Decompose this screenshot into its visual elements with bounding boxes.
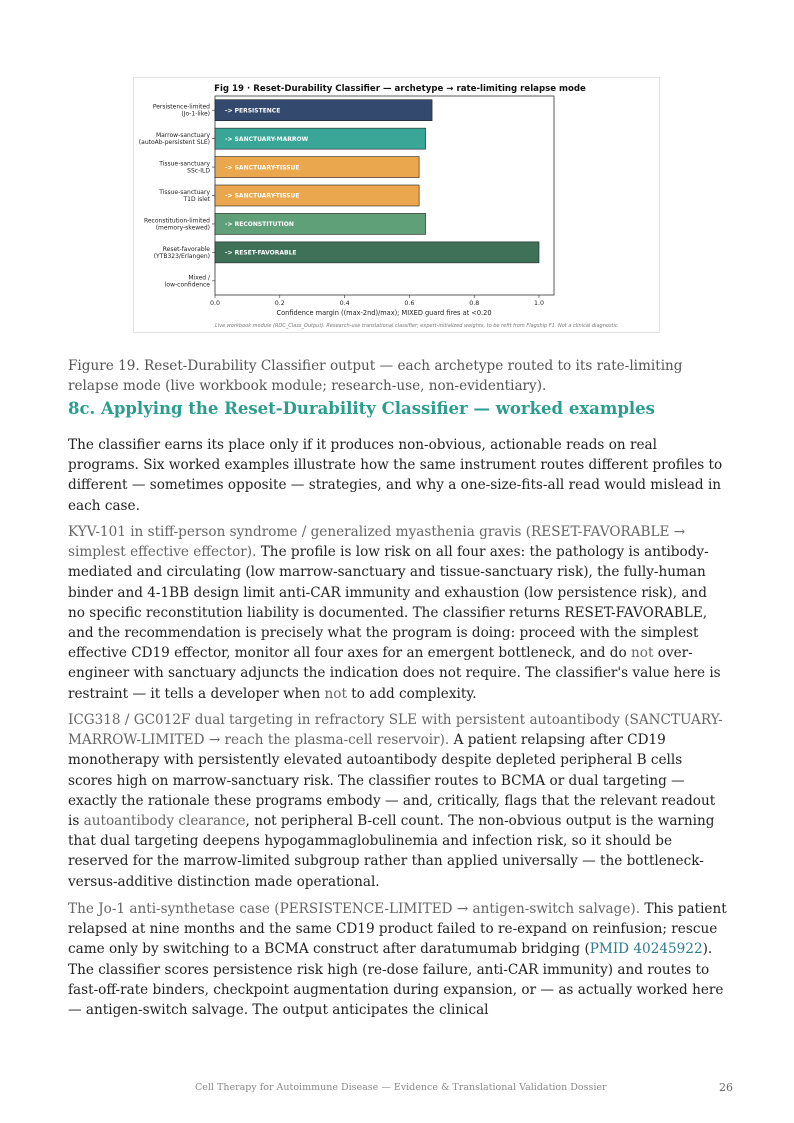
x-tick-label: 0.6 (404, 300, 415, 307)
figure-frame (133, 77, 660, 333)
section-heading: 8c. Applying the Reset-Durability Classifier — worked examples (68, 399, 655, 418)
footer-title: Cell Therapy for Autoimmune Disease — Evidence & Translational Validation Dossier (195, 1082, 607, 1093)
category-label: (YTB323/Erlangen) (153, 252, 210, 260)
category-label: Reconstitution-limited (143, 217, 210, 225)
bar-label: -> RECONSTITUTION (225, 221, 294, 229)
bar-label: -> RESET-FAVORABLE (225, 249, 297, 257)
x-tick-label: 0.0 (209, 300, 221, 307)
category-label: (Jo-1-like) (181, 110, 210, 118)
category-label: Tissue-sanctuary (159, 160, 210, 168)
example-lead: KYV-101 in stiff-person syndrome / generalized myasthenia gravis (RESET-FAVORABLE → simplest effective effector). (68, 524, 686, 561)
example-paragraph-jo1: The Jo-1 anti-synthetase case (PERSISTENCE-LIMITED → antigen-switch salvage). This patient relapsed at nine months and the same CD19 product failed to re-expand on reinfusion; rescue came only by switching to a BCMA construct after daratumumab bridging (PMID 40245922). The classifier scores persistence risk high (re-dose failure, anti-CAR immunity) and routes to fast-off-rate binders, checkpoint augmentation during expansion, or — as actually worked here — antigen-switch salvage. The output anticipates the clinical (68, 901, 727, 1019)
category-label: Marrow-sanctuary (155, 132, 210, 140)
intro-paragraph: The classifier earns its place only if it produces non-obvious, actionable reads on real programs. Six worked examples illustrate how the same instrument routes different profiles to different — sometimes opposite — strategies, and why a one-size-fits-all read would mislead in each case. (68, 437, 723, 514)
bar-chart (134, 78, 661, 334)
category-label: Reset-favorable (162, 245, 210, 253)
example-lead: The Jo-1 anti-synthetase case (PERSISTENCE-LIMITED → antigen-switch salvage). (68, 901, 641, 917)
x-tick-label: 1.0 (533, 300, 545, 307)
example-lead: ICG318 / GC012F dual targeting in refractory SLE with persistent autoantibody (SANCTUARY-MARROW-LIMITED → reach the plasma-cell reservoir). (68, 712, 723, 749)
x-tick-label: 0.4 (339, 300, 350, 307)
chart-title: Fig 19 · Reset-Durability Classifier — archetype → rate-limiting relapse mode (214, 84, 586, 94)
category-label: Tissue-sanctuary (159, 189, 210, 196)
pmid-link[interactable]: PMID 40245922 (589, 941, 703, 958)
x-tick-label: 0.2 (274, 300, 285, 307)
category-label: SSc-ILD (187, 167, 210, 175)
page-number: 26 (719, 1081, 733, 1094)
bar-label: -> SANCTUARY-MARROW (225, 135, 309, 143)
bar-label: -> SANCTUARY-TISSUE (225, 164, 300, 172)
category-label: Mixed / (188, 274, 210, 282)
category-label: (memory-skewed) (155, 224, 210, 232)
category-label: T1D islet (183, 196, 210, 203)
category-label: low-confidence (164, 281, 210, 289)
bar-label: -> PERSISTENCE (225, 107, 281, 115)
category-label: (autoAb-persistent SLE) (138, 139, 210, 147)
example-paragraph-kyv101: KYV-101 in stiff-person syndrome / generalized myasthenia gravis (RESET-FAVORABLE → simplest effective effector). The profile is low risk on all four axes: the pathology is antibody-mediated and circulating (low marrow-sanctuary and tissue-sanctuary risk), the fully-human binder and 4-1BB design limit anti-CAR immunity and exhaustion (low persistence risk), and no specific reconstitution liability is documented. The classifier returns RESET-FAVORABLE, and the recommendation is precisely what the program is doing: proceed with the simplest effective CD19 effector, monitor all four axes for an emergent bottleneck, and do not over-engineer with sanctuary adjuncts the indication does not require. The classifier's value here is restraint — it tells a developer when not to add complexity. (68, 524, 721, 702)
example-paragraph-icg318: ICG318 / GC012F dual targeting in refractory SLE with persistent autoantibody (SANCTUARY-MARROW-LIMITED → reach the plasma-cell reservoir). A patient relapsing after CD19 monotherapy with persistently elevated autoantibody despite depleted peripheral B cells scores high on marrow-sanctuary risk. The classifier routes to BCMA or dual targeting — exactly the rationale these programs embody — and, critically, flags that the relevant readout is autoantibody clearance, not peripheral B-cell count. The non-obvious output is the warning that dual targeting deepens hypogammaglobulinemia and infection risk, so it should be reserved for the marrow-limited subgroup rather than applied universally — the bottleneck-versus-additive distinction made operational. (68, 712, 723, 890)
bar-label: -> SANCTUARY-TISSUE (225, 192, 300, 200)
x-axis-label: Confidence margin ((max-2nd)/max); MIXED guard fires at <0.20 (276, 309, 492, 317)
figure-caption: Figure 19. Reset-Durability Classifier output — each archetype routed to its rate-limiting relapse mode (live workbook module; research-use, non-evidentiary). (68, 357, 683, 394)
figure-footnote: Live workbook module (RDC_Class_Output). Research-use translational classifier; expert-initialized weights, to be refit from Flagship F1. Not a clinical diagnostic. (215, 323, 620, 329)
x-tick-label: 0.8 (469, 300, 480, 307)
category-label: Persistence-limited (152, 103, 210, 111)
